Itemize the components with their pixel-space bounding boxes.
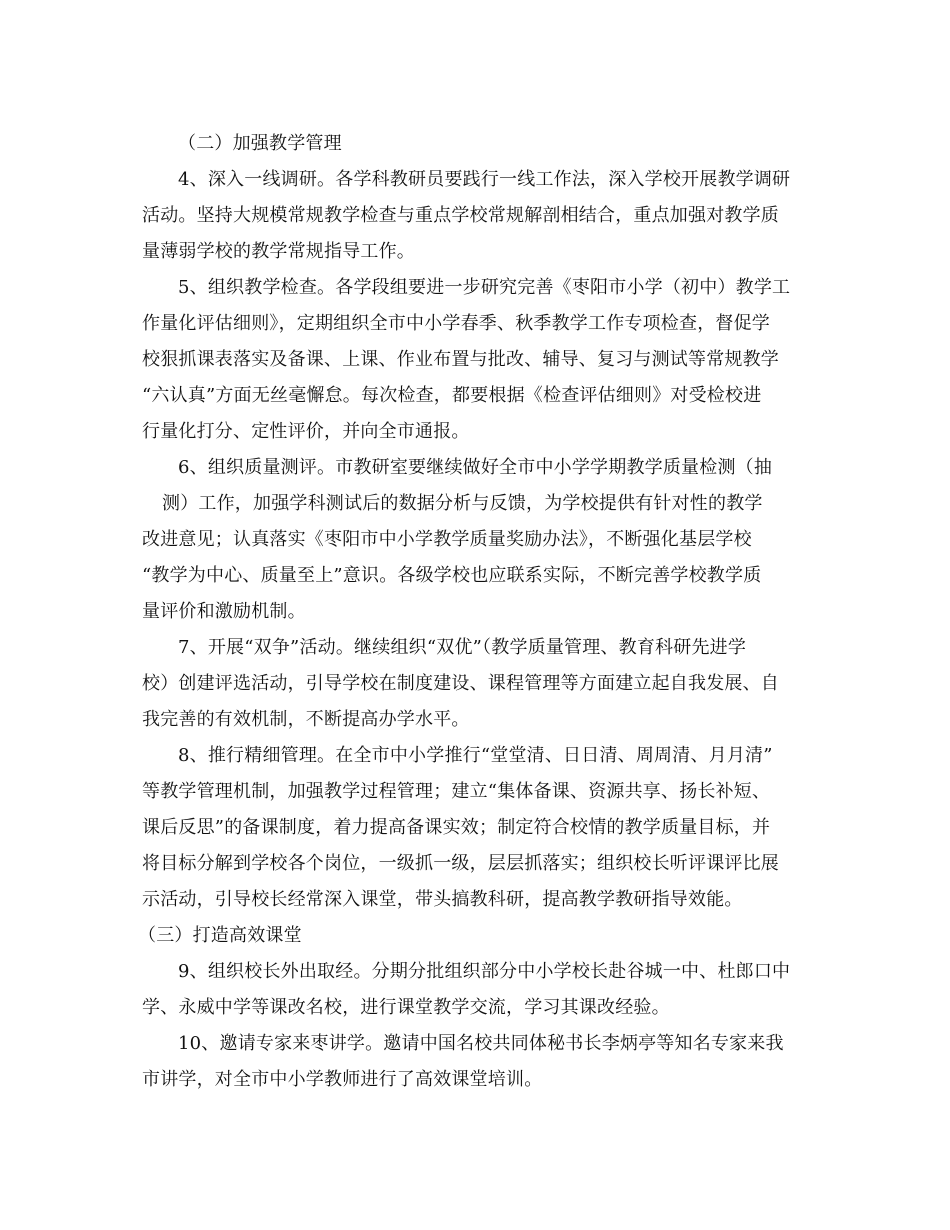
paragraph-9-line-2: 学、永威中学等课改名校，进行课堂教学交流，学习其课改经验。 [142,997,670,1018]
section-heading-2: （二）加强教学管理 [178,133,342,154]
paragraph-7-line-2: 校）创建评选活动，引导学校在制度建设、课程管理等方面建立起自我发展、自 [142,673,779,694]
paragraph-4-line-3: 量薄弱学校的教学常规指导工作。 [142,241,415,262]
paragraph-8-line-4: 将目标分解到学校各个岗位，一级抓一级，层层抓落实；组织校长听评课评比展 [142,853,779,874]
paragraph-4-line-1: 4、深入一线调研。各学科教研员要践行一线工作法，深入学校开展教学调研 [178,169,791,190]
paragraph-5-line-2: 作量化评估细则》，定期组织全市中小学春季、秋季教学工作专项检查，督促学 [142,313,770,334]
paragraph-5-line-5: 行量化打分、定性评价，并向全市通报。 [142,421,470,442]
paragraph-6-line-2: 测）工作，加强学科测试后的数据分析与反馈，为学校提供有针对性的教学 [162,493,763,514]
paragraph-5-line-4: “六认真”方面无丝毫懈怠。每次检查，都要根据《检查评估细则》对受检校进 [142,385,762,406]
paragraph-10-line-1: 10、邀请专家来枣讲学。邀请中国名校共同体秘书长李炳亭等知名专家来我 [178,1033,784,1054]
section-heading-3: （三）打造高效课堂 [138,925,302,946]
paragraph-8-line-2: 等教学管理机制，加强教学过程管理；建立“集体备课、资源共享、扬长补短、 [142,781,771,802]
paragraph-8-line-1: 8、推行精细管理。在全市中小学推行“堂堂清、日日清、周周清、月月清” [178,745,773,766]
paragraph-7-line-1: 7、开展“双争”活动。继续组织“双优”（教学质量管理、教育科研先进学 [178,637,747,658]
paragraph-8-line-3: 课后反思”的备课制度，着力提高备课实效；制定符合校情的教学质量目标，并 [142,817,771,838]
paragraph-9-line-1: 9、组织校长外出取经。分期分批组织部分中小学校长赴谷城一中、杜郎口中 [178,961,791,982]
paragraph-7-line-3: 我完善的有效机制，不断提高办学水平。 [142,709,470,730]
paragraph-6-line-4: “教学为中心、质量至上”意识。各级学校也应联系实际，不断完善学校教学质 [142,565,762,586]
paragraph-8-line-5: 示活动，引导校长经常深入课堂，带头搞教科研，提高教学教研指导效能。 [142,889,743,910]
paragraph-10-line-2: 市讲学，对全市中小学教师进行了高效课堂培训。 [142,1069,543,1090]
paragraph-5-line-1: 5、组织教学检查。各学段组要进一步研究完善《枣阳市小学（初中）教学工 [178,277,791,298]
paragraph-6-line-3: 改进意见；认真落实《枣阳市中小学教学质量奖励办法》，不断强化基层学校 [142,529,752,550]
paragraph-6-line-1: 6、组织质量测评。市教研室要继续做好全市中小学学期教学质量检测（抽 [178,457,773,478]
paragraph-5-line-3: 校狠抓课表落实及备课、上课、作业布置与批改、辅导、复习与测试等常规教学 [142,349,779,370]
paragraph-4-line-2: 活动。坚持大规模常规教学检查与重点学校常规解剖相结合，重点加强对教学质 [142,205,779,226]
paragraph-6-line-5: 量评价和激励机制。 [142,601,306,622]
